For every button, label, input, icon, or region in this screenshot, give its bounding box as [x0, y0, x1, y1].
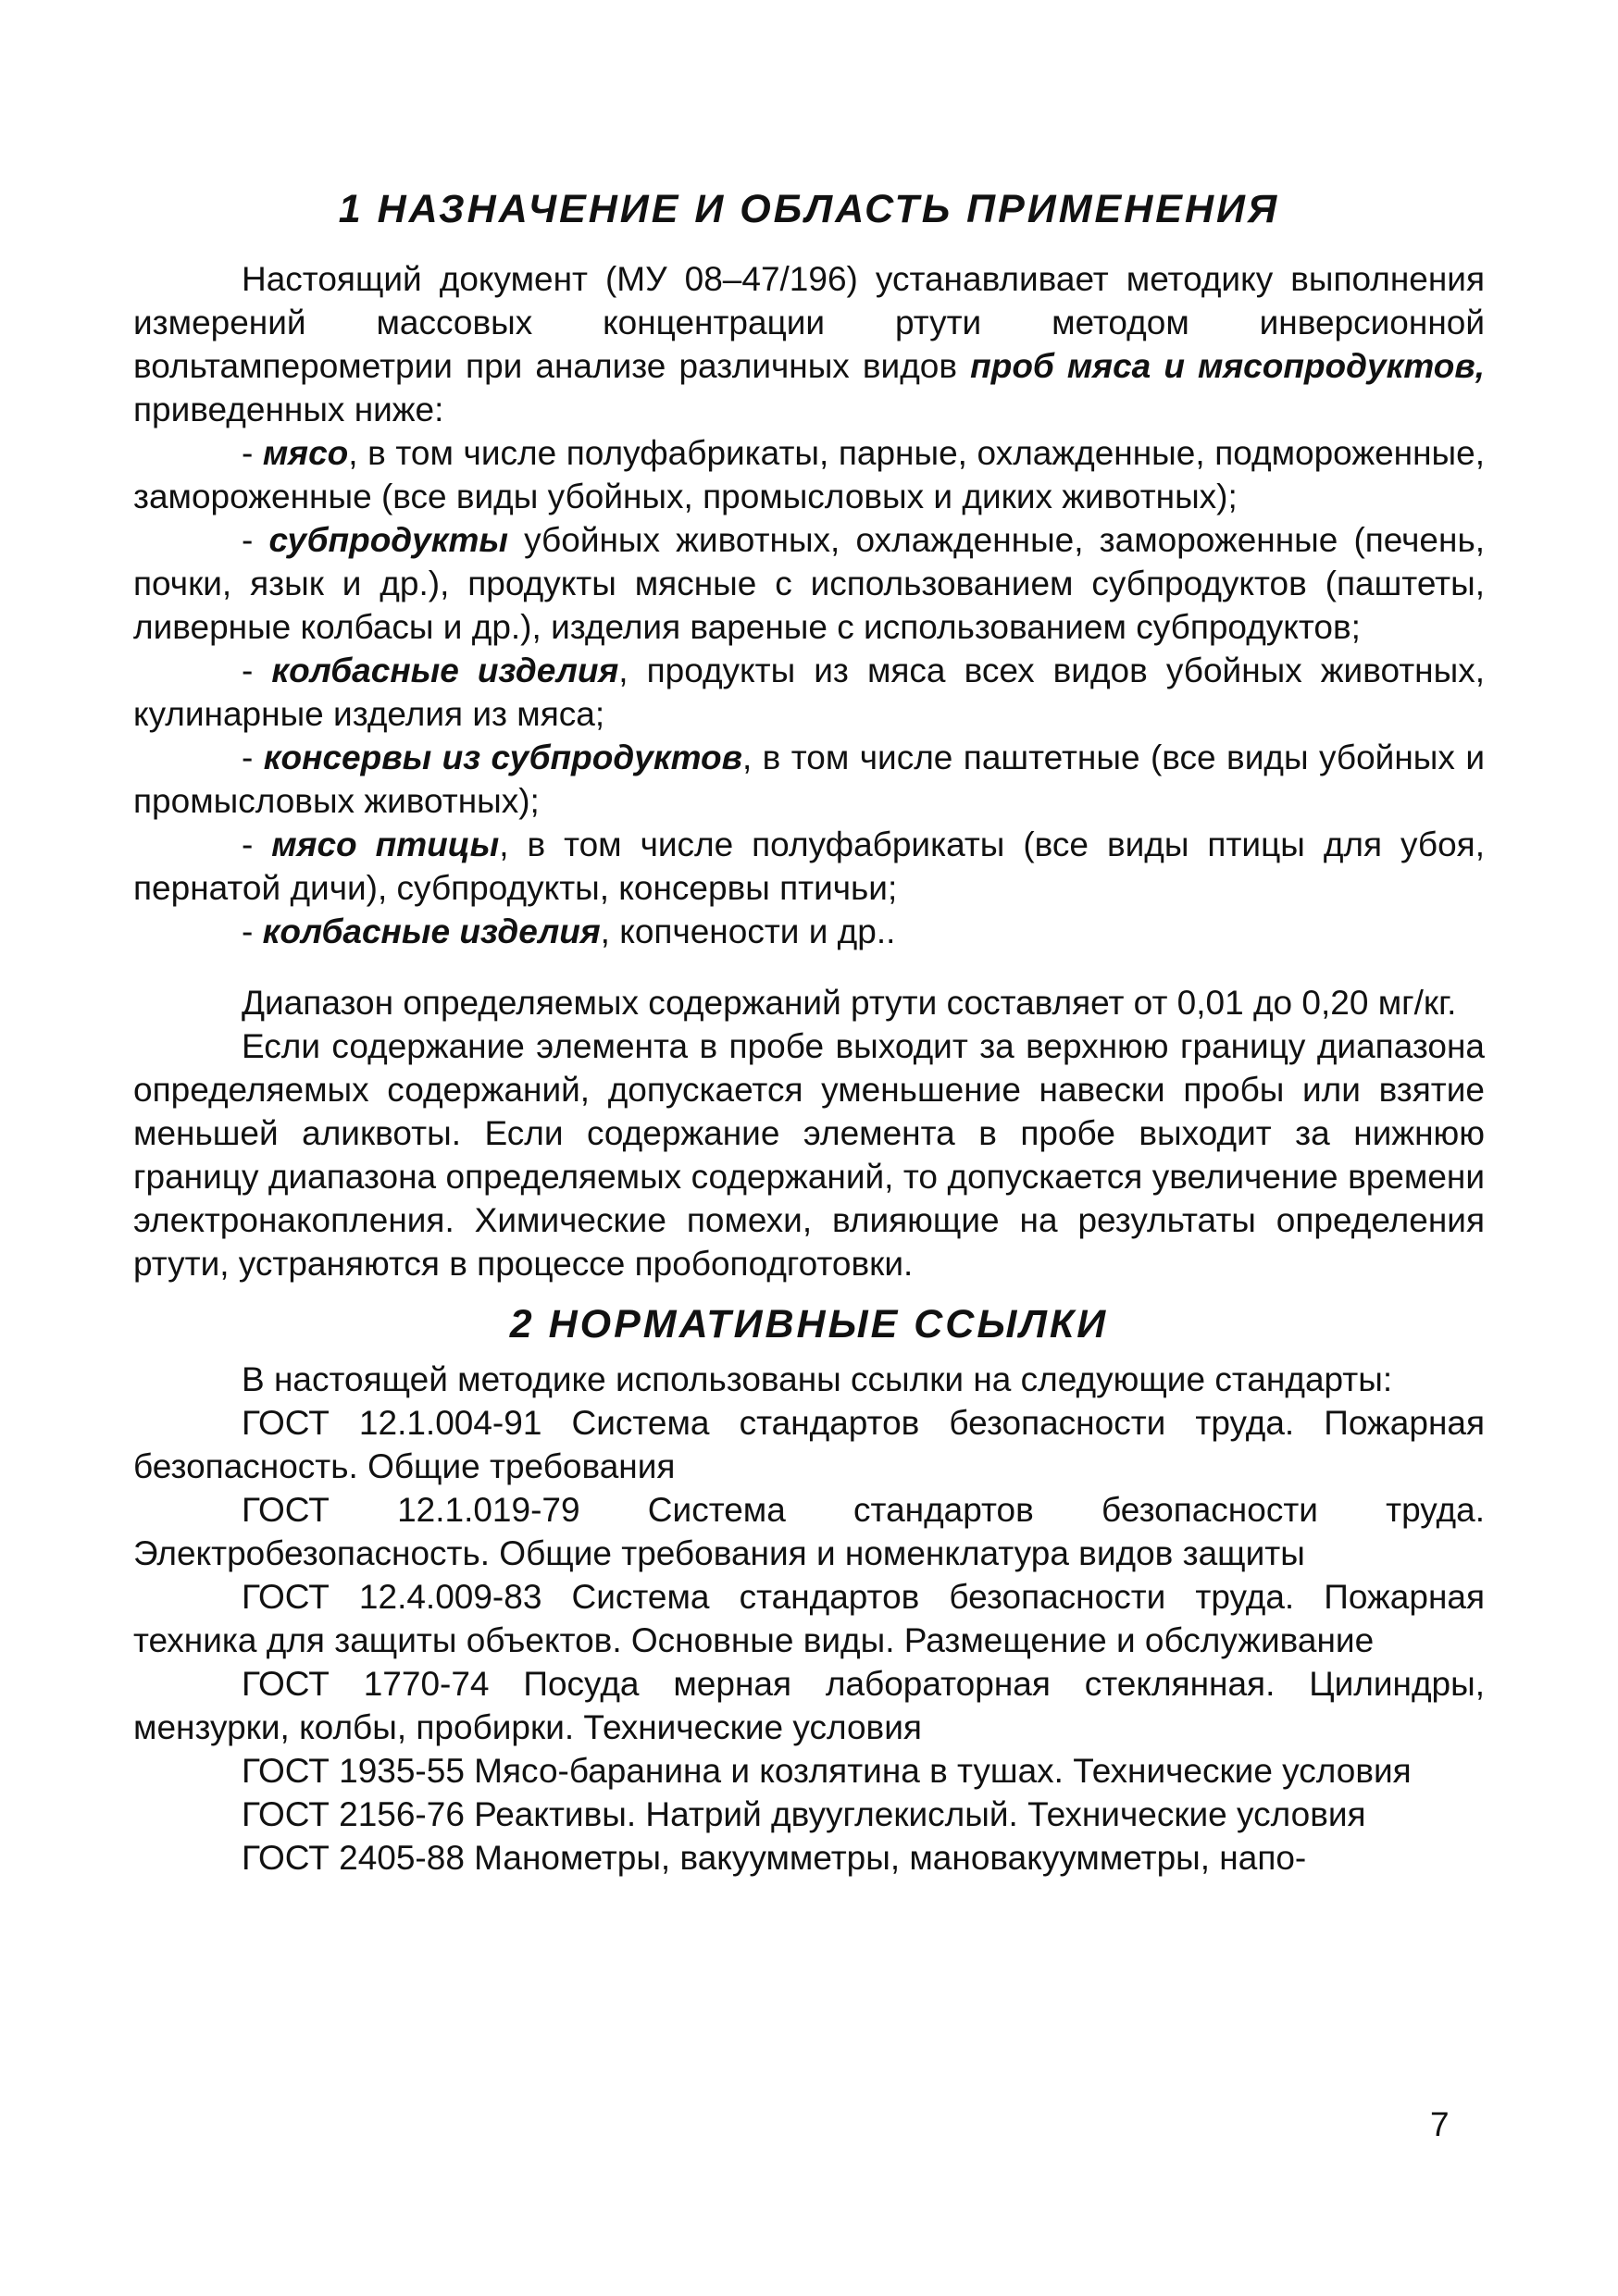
reference-item: ГОСТ 12.4.009-83 Система стандартов безопасности труда. Пожарная техника для защиты объектов. Основные виды. Размещение и обслуживание	[133, 1578, 1485, 1659]
list-dash: -	[242, 652, 272, 689]
intro-text: Настоящий документ (МУ 08–47/196) устанавливает методику выполнения измерений массовых концентрации ртути методом инверсионной вольтамперометрии при анализе различных видов	[133, 260, 1485, 385]
intro-text-end: приведенных ниже:	[133, 391, 444, 428]
list-item	[133, 910, 1485, 953]
section-2-heading: 2 НОРМАТИВНЫЕ ССЫЛКИ	[509, 1302, 1109, 1347]
note-paragraph: Если содержание элемента в пробе выходит за верхнюю границу диапазона определяемых содержаний, допускается уменьшение навески пробы или взятие меньшей аликвоты. Если содержание элемента в пробе выходит за нижнюю границу диапазона определяемых содержаний, то допускается увеличение времени электронакопления. Химические помехи, влияющие на результаты определения ртути, устраняются в процессе пробоподготовки.	[133, 1027, 1485, 1283]
list-item	[133, 823, 1485, 910]
list-item-text: , копчености и др..	[600, 912, 896, 950]
reference-item: ГОСТ 12.1.019-79 Система стандартов безопасности труда. Электробезопасность. Общие требования и номенклатура видов защиты	[133, 1491, 1485, 1572]
reference-item: ГОСТ 2156-76 Реактивы. Натрий двууглекислый. Технические условия	[242, 1795, 1366, 1833]
document-page	[133, 181, 1485, 1880]
reference-item: ГОСТ 12.1.004-91 Система стандартов безопасности труда. Пожарная безопасность. Общие требования	[133, 1404, 1485, 1485]
page-number: 7	[1430, 2105, 1450, 2143]
section-2-intro: В настоящей методике использованы ссылки на следующие стандарты:	[242, 1360, 1393, 1398]
list-item-emphasis: мясо птицы	[271, 825, 500, 863]
list-item	[133, 736, 1485, 823]
list-item-text: , в том числе полуфабрикаты, парные, охлажденные, подмороженные, замороженные (все виды убойных, промысловых и диких животных);	[133, 434, 1485, 515]
section-1-intro	[133, 257, 1485, 431]
list-item	[133, 431, 1485, 518]
list-item-emphasis: мясо	[262, 434, 349, 472]
list-item	[133, 518, 1485, 649]
list-item-text: , в том числе полуфабрикаты (все виды птицы для убоя, пернатой дичи), субпродукты, консервы птичьи;	[133, 825, 1485, 907]
list-item-text: , продукты из мяса всех видов убойных животных, кулинарные изделия из мяса;	[133, 652, 1485, 733]
list-item-text: , в том числе паштетные (все виды убойных и промысловых животных);	[133, 738, 1485, 820]
reference-item: ГОСТ 1770-74 Посуда мерная лабораторная стеклянная. Цилиндры, мензурки, колбы, пробирки. Технические условия	[133, 1665, 1485, 1746]
list-dash: -	[242, 825, 272, 863]
list-item-text: убойных животных, охлажденные, замороженные (печень, почки, язык и др.), продукты мясные с использованием субпродуктов (паштеты, ливерные колбасы и др.), изделия вареные с использованием субпродуктов;	[133, 521, 1486, 646]
reference-item: ГОСТ 1935-55 Мясо-баранина и козлятина в тушах. Технические условия	[242, 1752, 1412, 1790]
list-item-emphasis: колбасные изделия	[262, 912, 601, 950]
intro-emphasis: проб мяса и мясопродуктов,	[970, 347, 1485, 385]
list-item-emphasis: консервы из субпродуктов	[263, 738, 742, 776]
list-dash: -	[242, 738, 264, 776]
list-dash: -	[242, 912, 263, 950]
list-item-emphasis: колбасные изделия	[271, 652, 619, 689]
list-item	[133, 649, 1485, 736]
section-1-heading: 1 НАЗНАЧЕНИЕ И ОБЛАСТЬ ПРИМЕНЕНИЯ	[338, 187, 1280, 231]
list-item-emphasis: субпродукты	[268, 521, 508, 559]
range-paragraph: Диапазон определяемых содержаний ртути составляет от 0,01 до 0,20 мг/кг.	[242, 984, 1457, 1022]
list-dash: -	[242, 434, 263, 472]
list-dash: -	[242, 521, 269, 559]
reference-item: ГОСТ 2405-88 Манометры, вакуумметры, мановакуумметры, напо-	[242, 1839, 1307, 1877]
